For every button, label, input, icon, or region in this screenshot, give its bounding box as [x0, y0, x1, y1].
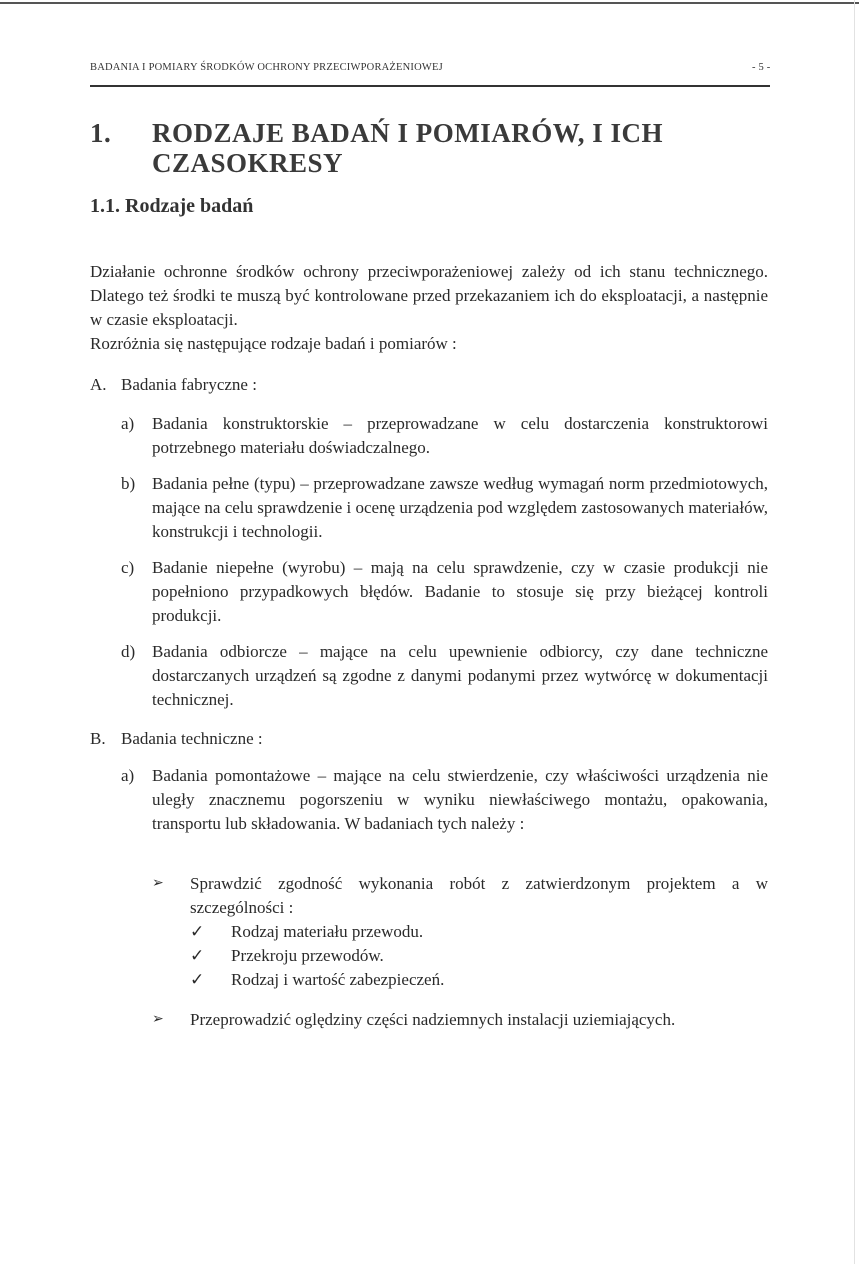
check-item: Przekroju przewodów.	[231, 946, 384, 965]
list-item: Badania konstruktorskie – przeprowadzane w celu dostarczenia konstruktorowi potrzebnego materiału doświadczalnego.	[152, 414, 768, 457]
section-title: 1.1. Rodzaje badań	[90, 195, 254, 217]
step-item: Przeprowadzić oględziny części nadziemnych instalacji uziemiających.	[190, 1010, 676, 1029]
running-header: BADANIA I POMIARY ŚRODKÓW OCHRONY PRZECIWPORAŻENIOWEJ	[90, 62, 443, 73]
intro-paragraph: Działanie ochronne środków ochrony przeciwporażeniowej zależy od ich stanu technicznego. Dlatego też środki te muszą być kontrolowane przed przekazaniem ich do eksploatacji, a następnie w czasie eksploatacji.	[90, 262, 768, 329]
item-marker: c)	[121, 558, 135, 577]
checkmark-icon: ✓	[190, 922, 205, 941]
arrow-bullet-icon: ➢	[152, 876, 164, 891]
item-marker: a)	[121, 766, 135, 785]
list-item: Badania pomontażowe – mające na celu stwierdzenie, czy właściwości urządzenia nie uległy znacznemu pogorszeniu w wyniku niewłaściwego montażu, opakowania, transportu lub składowania. W badaniach tych należy :	[152, 766, 768, 833]
step-item: Sprawdzić zgodność wykonania robót z zatwierdzonym projektem a w szczególności :	[190, 874, 768, 917]
group-a-marker: A.	[90, 375, 107, 394]
list-item: Badania odbiorcze – mające na celu upewnienie odbiorcy, czy dane techniczne dostarczanych urządzeń są zgodne z danymi podanymi przez wytwórcę w dokumentacji technicznej.	[152, 642, 768, 709]
item-marker: a)	[121, 414, 135, 433]
header-rule	[90, 85, 770, 87]
checkmark-icon: ✓	[190, 946, 205, 965]
scan-top-border	[0, 2, 859, 4]
chapter-number: 1.	[90, 118, 112, 148]
scan-right-edge	[854, 0, 855, 1264]
item-marker: b)	[121, 474, 136, 493]
item-marker: d)	[121, 642, 136, 661]
arrow-bullet-icon: ➢	[152, 1012, 164, 1027]
intro-lead: Rozróżnia się następujące rodzaje badań i pomiarów :	[90, 334, 457, 353]
check-item: Rodzaj i wartość zabezpieczeń.	[231, 970, 445, 989]
checkmark-icon: ✓	[190, 970, 205, 989]
list-item: Badania pełne (typu) – przeprowadzane zawsze według wymagań norm przedmiotowych, mające na celu sprawdzenie i ocenę urządzenia pod względem zastosowanych materiałów, konstrukcji i technologii.	[152, 474, 768, 541]
check-item: Rodzaj materiału przewodu.	[231, 922, 424, 941]
page-number: - 5 -	[752, 62, 771, 73]
group-a-title: Badania fabryczne :	[121, 375, 257, 394]
chapter-title-line1: RODZAJE BADAŃ I POMIARÓW, I ICH	[152, 118, 664, 148]
group-b-title: Badania techniczne :	[121, 729, 263, 748]
group-b-marker: B.	[90, 729, 106, 748]
list-item: Badanie niepełne (wyrobu) – mają na celu sprawdzenie, czy w czasie produkcji nie popełniono przypadkowych błędów. Badanie to stosuje się przy bieżącej kontroli produkcji.	[152, 558, 768, 625]
chapter-title-line2: CZASOKRESY	[152, 148, 344, 178]
